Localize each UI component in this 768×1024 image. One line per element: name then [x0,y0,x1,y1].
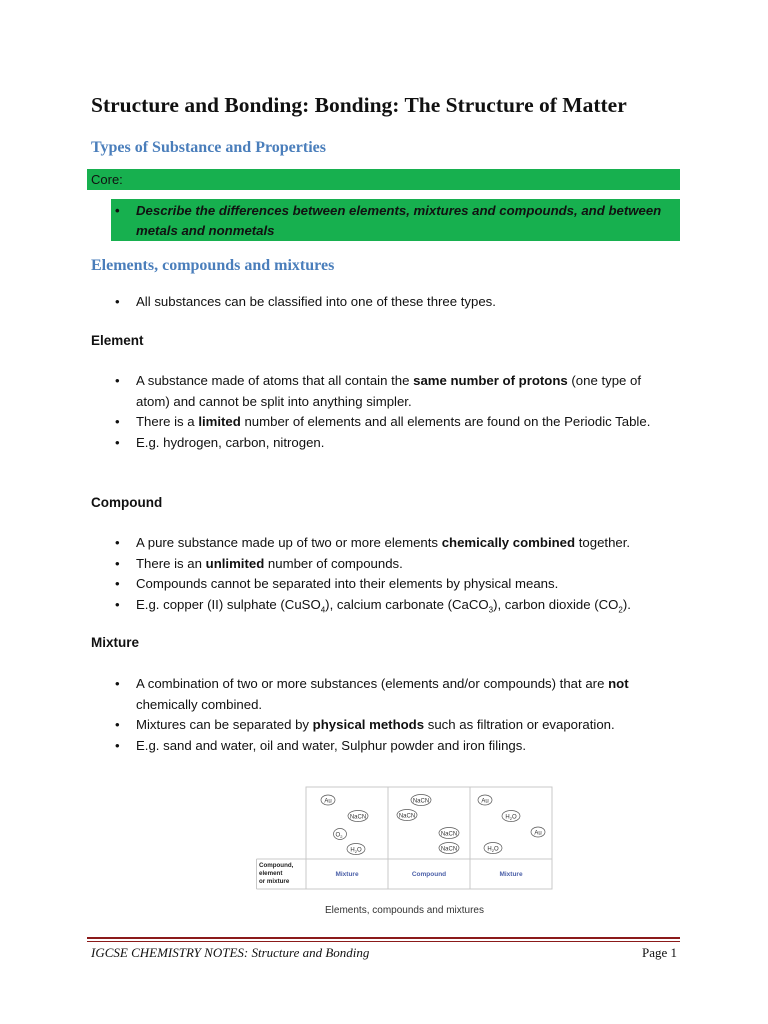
footer-rule [87,937,680,939]
compound-bullet-item: • There is an unlimited number of compounds. [115,554,675,575]
column-label-compound: Compound [411,871,447,878]
particle-nacn [348,811,368,822]
particle-nacn [411,795,431,806]
element-bullet-item: • E.g. hydrogen, carbon, nitrogen. [115,433,675,454]
core-objectives-box [111,199,680,241]
compound-list [115,533,675,615]
page-number: Page 1 [641,945,677,960]
intro-list [115,292,675,313]
particle-o2 [334,829,347,840]
intro-item: • All substances can be classified into one of these three types. [115,292,675,313]
svg-text:H2O: $H_2O$ [487,846,499,853]
compound-bullet-item: • A pure substance made up of two or more elements chemically combined together. [115,533,675,554]
particle-nacn [397,810,417,821]
element-heading: Element [91,333,144,348]
mixture-bullet-item: • A combination of two or more substances (elements and/or compounds) that are not chemically combined. [115,674,675,715]
particle-au [321,795,335,805]
svg-text:Au: Au [534,830,542,837]
section-heading-types: Types of Substance and Properties [91,139,326,156]
page-title: Structure and Bonding: Bonding: The Structure of Matter [91,93,627,117]
svg-text:Au: Au [481,798,489,805]
row-label-line2: element [259,870,283,877]
svg-text:Au: Au [324,798,332,805]
row-label-line1: Compound, [259,862,294,869]
particle-au [478,795,492,805]
core-label-bar: Core: [87,169,680,190]
column-label-mixture: Mixture [499,871,523,878]
svg-text:H2O: $H_2O$ [505,814,517,821]
particle-diagram [256,786,553,891]
section-heading-ecm: Elements, compounds and mixtures [91,257,335,274]
compound-heading: Compound [91,495,163,510]
footer-title: IGCSE CHEMISTRY NOTES: Structure and Bonding [91,945,370,960]
core-objective-item: • Describe the differences between elements, mixtures and compounds, and between metals and nonmetals [115,201,680,241]
particle-h2o [502,811,520,822]
svg-text:NaCN: NaCN [440,846,458,853]
svg-text:NaCN: NaCN [349,814,367,821]
mixture-heading: Mixture [91,635,140,650]
particle-h2o [484,843,502,854]
element-list [115,371,675,453]
particle-diagram-svg [256,786,553,891]
footer-rule-thin [87,941,680,942]
element-bullet-item: • There is a limited number of elements and all elements are found on the Periodic Table. [115,412,675,433]
compound-bullet-item: • E.g. copper (II) sulphate (CuSO$_4$), calcium carbonate (CaCO$_3$), carbon dioxide $(CO_2)$. [115,595,675,616]
compound-bullet-item: • Compounds cannot be separated into their elements by physical means. [115,574,675,595]
svg-text:NaCN: NaCN [440,831,458,838]
svg-text:NaCN: NaCN [398,813,416,820]
figure-caption: Elements, compounds and mixtures [325,905,484,916]
svg-text:O2: $O_2$ [335,832,343,839]
element-bullet-item: • A substance made of atoms that all contain the same number of protons (one type of atom) and cannot be split into anything simpler. [115,371,675,412]
row-label-line3: or mixture [259,878,290,885]
svg-text:H2O: $H_2O$ [350,847,362,854]
mixture-bullet-item: • E.g. sand and water, oil and water, Sulphur powder and iron filings. [115,736,675,757]
mixture-bullet-item: • Mixtures can be separated by physical methods such as filtration or evaporation. [115,715,675,736]
column-label-mixture: Mixture [335,871,359,878]
particle-au [531,827,545,837]
particle-nacn [439,828,459,839]
svg-text:NaCN: NaCN [412,798,430,805]
particle-nacn [439,843,459,854]
particle-h2o [347,844,365,855]
mixture-list [115,674,675,756]
